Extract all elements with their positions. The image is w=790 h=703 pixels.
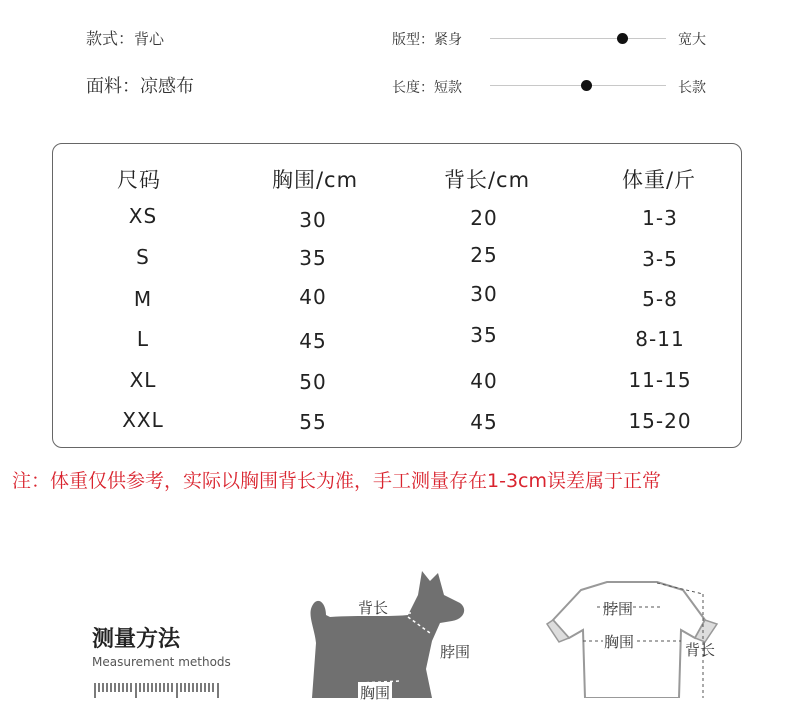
- table-cell: XL: [129, 368, 157, 392]
- style-value: 背心: [134, 30, 165, 48]
- table-cell: 45: [299, 329, 327, 353]
- length-scale-track: [490, 85, 666, 86]
- fabric-row: [86, 72, 194, 98]
- fabric-value: 凉感布: [140, 76, 194, 97]
- ruler-icon: [94, 680, 220, 698]
- table-cell: 11-15: [628, 368, 692, 392]
- table-cell: M: [133, 287, 153, 311]
- length-row: [392, 77, 462, 97]
- table-cell: 55: [299, 410, 327, 434]
- fit-row: [392, 29, 462, 49]
- table-cell: 35: [470, 323, 498, 347]
- table-cell: 3-5: [642, 247, 678, 271]
- table-cell: S: [136, 245, 150, 269]
- length-label: 长度：: [392, 80, 434, 96]
- table-cell: 1-3: [642, 206, 678, 230]
- header-size: 尺码: [117, 168, 161, 192]
- table-cell: 30: [299, 208, 327, 232]
- header-back-length: 背长/cm: [443, 168, 531, 192]
- dog-illustration: [300, 565, 490, 698]
- style-row: [86, 26, 164, 49]
- length-max-label: 长款: [678, 80, 706, 96]
- fit-scale-marker: [617, 33, 628, 44]
- fit-scale-track: [490, 38, 666, 39]
- fit-label: 版型：: [392, 32, 434, 48]
- table-cell: 25: [470, 243, 498, 267]
- length-scale-marker: [581, 80, 592, 91]
- method-subtitle: Measurement methods: [92, 655, 231, 669]
- dog-label-neck: 脖围: [440, 643, 471, 661]
- header-weight: 体重/斤: [621, 168, 697, 192]
- table-cell: 45: [470, 410, 498, 434]
- garment-label-back: 背长: [685, 641, 716, 659]
- table-cell: 8-11: [635, 327, 685, 351]
- header-chest: 胸围/cm: [271, 168, 359, 192]
- dog-label-back: 背长: [358, 599, 389, 617]
- style-label: 款式：: [86, 29, 135, 48]
- table-cell: 20: [470, 206, 498, 230]
- table-cell: 50: [299, 370, 327, 394]
- garment-label-neck: 脖围: [603, 600, 634, 618]
- table-cell: XXL: [122, 408, 164, 432]
- dog-silhouette: [311, 571, 465, 698]
- garment-label-chest: 胸围: [604, 633, 635, 651]
- length-min-label: 短款: [434, 80, 462, 96]
- table-cell: XS: [128, 204, 158, 228]
- table-cell: 40: [299, 285, 327, 309]
- table-cell: 35: [299, 246, 327, 270]
- method-title: 测量方法: [92, 627, 181, 652]
- fit-min-label: 紧身: [434, 32, 462, 48]
- fit-max-label: 宽大: [678, 32, 706, 48]
- table-cell: L: [136, 327, 150, 351]
- size-table: [52, 143, 742, 448]
- table-cell: 40: [470, 369, 498, 393]
- size-note: 注：体重仅供参考，实际以胸围背长为准，手工测量存在1-3cm误差属于正常: [12, 470, 661, 492]
- table-cell: 5-8: [642, 287, 678, 311]
- table-cell: 15-20: [628, 409, 692, 433]
- table-cell: 30: [470, 282, 498, 306]
- dog-label-chest: 胸围: [360, 684, 391, 702]
- fabric-label: 面料：: [86, 76, 140, 97]
